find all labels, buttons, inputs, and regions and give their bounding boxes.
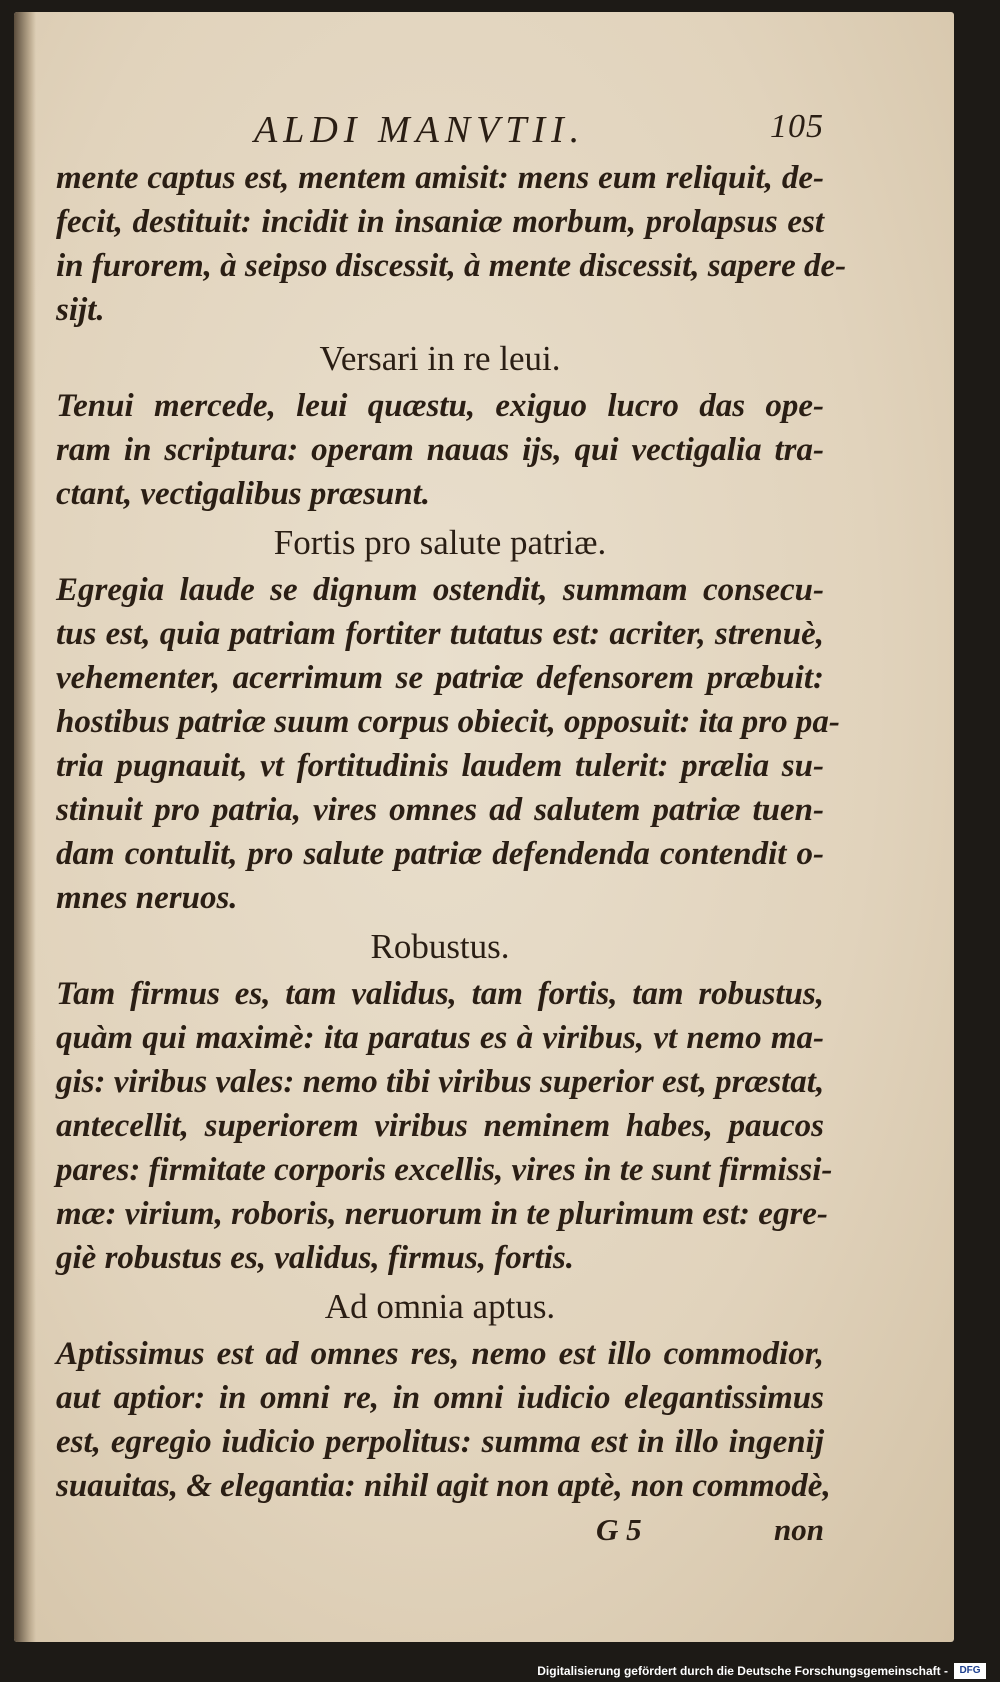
page-gutter-shadow bbox=[14, 12, 36, 1642]
page-text-block bbox=[56, 102, 847, 1552]
text-line: pares: firmitate corporis excellis, vires in te sunt firmissi- bbox=[56, 1152, 833, 1188]
section-heading: Fortis pro salute patriæ. bbox=[273, 523, 607, 562]
text-line: vehementer, acerrimum se patriæ defensorem præbuit: bbox=[56, 660, 824, 696]
text-line: giè robustus es, validus, firmus, fortis. bbox=[56, 1240, 575, 1276]
text-line: gis: viribus vales: nemo tibi viribus superior est, præstat, bbox=[56, 1064, 825, 1100]
section-heading: Robustus. bbox=[370, 927, 510, 966]
text-line: quàm qui maximè: ita paratus es à viribus, vt nemo ma- bbox=[56, 1020, 824, 1056]
book-page bbox=[14, 12, 954, 1642]
text-line: hostibus patriæ suum corpus obiecit, opposuit: ita pro pa- bbox=[56, 704, 840, 740]
text-line: aut aptior: in omni re, in omni iudicio elegantissimus bbox=[56, 1380, 824, 1416]
page-number: 105 bbox=[770, 108, 824, 145]
text-line: tria pugnauit, vt fortitudinis laudem tulerit: prælia su- bbox=[56, 748, 824, 784]
text-line: mæ: virium, roboris, neruorum in te plurimum est: egre- bbox=[56, 1196, 828, 1232]
text-line: mnes neruos. bbox=[56, 880, 238, 916]
text-line: stinuit pro patria, vires omnes ad salutem patriæ tuen- bbox=[56, 792, 824, 828]
text-line: ram in scriptura: operam nauas ijs, qui vectigalia tra- bbox=[56, 432, 824, 468]
catchword: non bbox=[774, 1512, 824, 1547]
text-line: Egregia laude se dignum ostendit, summam consecu- bbox=[56, 572, 824, 608]
text-line: est, egregio iudicio perpolitus: summa est in illo ingenij bbox=[56, 1424, 824, 1460]
section-heading: Versari in re leui. bbox=[319, 339, 561, 378]
catchline bbox=[56, 1508, 824, 1552]
text-line: dam contulit, pro salute patriæ defendenda contendit o- bbox=[56, 836, 824, 872]
text-line: mente captus est, mentem amisit: mens eum reliquit, de- bbox=[56, 160, 824, 196]
section-heading: Ad omnia aptus. bbox=[324, 1287, 556, 1326]
text-line: ctant, vectigalibus præsunt. bbox=[56, 476, 431, 512]
text-line: sijt. bbox=[56, 292, 105, 328]
text-line: antecellit, superiorem viribus neminem habes, paucos bbox=[56, 1108, 824, 1144]
text-line: in furorem, à seipso discessit, à mente discessit, sapere de- bbox=[56, 248, 847, 284]
running-header bbox=[56, 102, 824, 156]
text-line: Tenui mercede, leui quæstu, exiguo lucro das ope- bbox=[56, 388, 824, 424]
signature-mark: G 5 bbox=[596, 1512, 642, 1547]
dfg-logo bbox=[954, 1663, 986, 1679]
running-title: ALDI MANVTII. bbox=[254, 109, 586, 151]
text-line: tus est, quia patriam fortiter tutatus est: acriter, strenuè, bbox=[56, 616, 824, 652]
text-line: suauitas, & elegantia: nihil agit non aptè, non commodè, bbox=[56, 1468, 831, 1504]
sections-container bbox=[56, 156, 847, 1508]
text-line: Tam firmus es, tam validus, tam fortis, tam robustus, bbox=[56, 976, 824, 1012]
digitization-credit: Digitalisierung gefördert durch die Deutsche Forschungsgemeinschaft - bbox=[537, 1664, 948, 1678]
dfg-logo-text: DFG bbox=[959, 1665, 981, 1676]
text-line: Aptissimus est ad omnes res, nemo est illo commodior, bbox=[56, 1336, 824, 1372]
text-line: fecit, destituit: incidit in insaniæ morbum, prolapsus est bbox=[56, 204, 824, 240]
